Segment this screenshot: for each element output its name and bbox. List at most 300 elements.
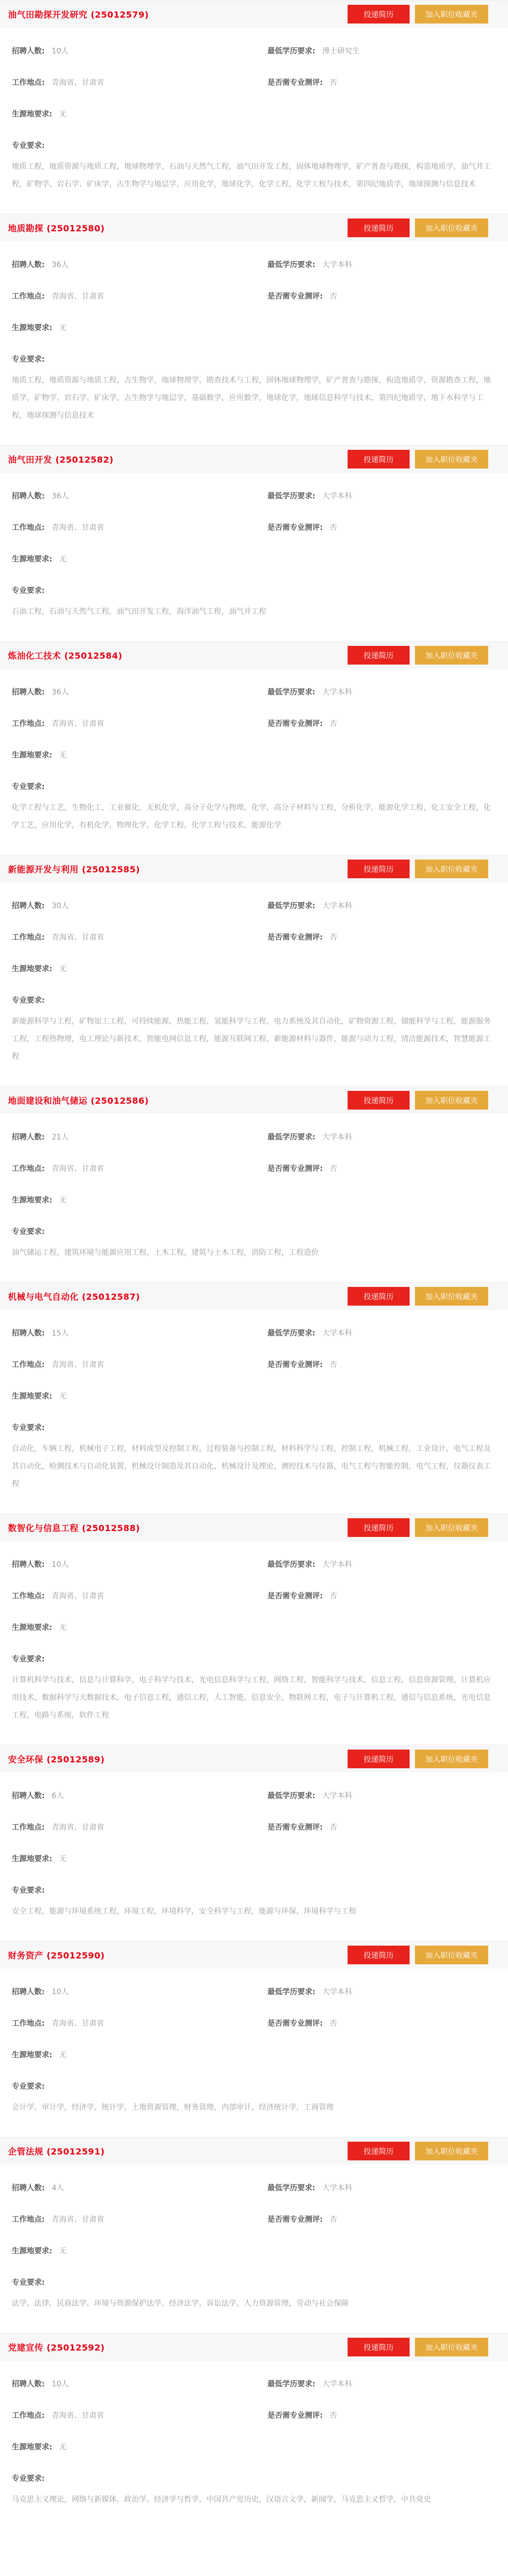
majors-label: 专业要求: (12, 1424, 45, 1432)
job-title: 地质勘探 (25012580) (8, 223, 105, 233)
need-assessment-value: 否 (329, 2215, 337, 2224)
majors-text: 法学，法律，民商法学，环境与资源保护法学，经济法学，诉讼法学，人力资源管理，劳动与社会保障 (12, 2299, 349, 2308)
work-location-label: 工作地点: (12, 2411, 45, 2420)
job-title: 炼油化工技术 (25012584) (8, 651, 122, 661)
origin-requirement-label: 生源地要求: (12, 1196, 52, 1205)
field-row-2 (12, 1823, 496, 1832)
origin-requirement-field (12, 323, 267, 333)
origin-requirement-label: 生源地要求: (12, 1855, 52, 1863)
recruit-count-field (12, 1560, 267, 1570)
recruit-count-label: 招聘人数: (12, 2184, 45, 2192)
min-education-value: 大学本科 (322, 1329, 352, 1338)
origin-requirement-label: 生源地要求: (12, 2051, 52, 2059)
recruit-count-value: 10人 (51, 1988, 69, 1996)
min-education-value: 大学本科 (322, 1792, 352, 1800)
field-row-2 (12, 292, 496, 301)
origin-requirement-value: 无 (59, 2443, 67, 2452)
work-location-field (12, 78, 267, 88)
field-row-2 (12, 2019, 496, 2028)
origin-requirement-value: 无 (59, 965, 67, 973)
min-education-label: 最低学历要求: (267, 1988, 315, 1996)
majors-text: 化学工程与工艺，生物化工，工业催化，无机化学，高分子化学与物理，化学，高分子材料与工程，分析化学，能源化学工程，化工安全工程，化学工艺，应用化学，有机化学，物理化学，化学工程，化学工程与技术，能源化学 (12, 803, 491, 830)
work-location-field (12, 933, 267, 942)
job-title: 数智化与信息工程 (25012588) (8, 1523, 140, 1533)
job-body (0, 2165, 508, 2333)
work-location-field (12, 2019, 267, 2028)
field-row-3 (12, 964, 496, 974)
need-assessment-field (267, 292, 337, 301)
need-assessment-field (267, 2019, 337, 2028)
majors-label: 专业要求: (12, 1886, 45, 1895)
recruit-count-field (12, 1329, 267, 1338)
recruit-count-value: 21人 (51, 1133, 69, 1142)
need-assessment-value: 否 (329, 1823, 337, 1832)
recruit-count-label: 招聘人数: (12, 261, 45, 269)
majors-block (12, 996, 496, 1066)
field-row-3 (12, 110, 496, 119)
origin-requirement-field (12, 751, 267, 760)
job-header-bar (0, 1745, 508, 1773)
min-education-value: 大学本科 (322, 2380, 352, 2388)
field-row-1 (12, 1791, 496, 1801)
min-education-value: 大学本科 (322, 492, 352, 501)
job-body (0, 28, 508, 214)
majors-block (12, 1886, 496, 1921)
work-location-value: 青海省、甘肃省 (51, 720, 104, 728)
majors-label: 专业要求: (12, 142, 45, 150)
work-location-field (12, 719, 267, 729)
favorite-button[interactable]: 加入职位收藏夹 (415, 2142, 488, 2160)
origin-requirement-label: 生源地要求: (12, 555, 52, 564)
need-assessment-field (267, 1823, 337, 1832)
majors-text: 地质工程，地质资源与地质工程，古生物学，地球物理学，勘查技术与工程，固体地球物理学，矿产普查与勘探，构造地质学，资源勘查工程，地质学，矿物学、岩石学、矿床学，古生物学与地层学，基础数学，应用数学，地球化学，地球信息科学与技术，第四纪地质学，地下水科学与工程，地球探测与信息技术 (12, 376, 491, 420)
job-header-bar (0, 2333, 508, 2361)
origin-requirement-label: 生源地要求: (12, 965, 52, 973)
need-assessment-label: 是否需专业测评: (267, 79, 323, 87)
job-header-bar (0, 445, 508, 473)
field-row-2 (12, 2215, 496, 2224)
favorite-button[interactable]: 加入职位收藏夹 (415, 1518, 488, 1537)
majors-block (12, 2082, 496, 2117)
recruit-count-label: 招聘人数: (12, 1329, 45, 1338)
apply-button[interactable]: 投递简历 (348, 860, 410, 878)
need-assessment-label: 是否需专业测评: (267, 2215, 323, 2224)
need-assessment-value: 否 (329, 933, 337, 942)
origin-requirement-value: 无 (59, 1196, 67, 1205)
need-assessment-value: 否 (329, 1165, 337, 1173)
origin-requirement-field (12, 964, 267, 974)
field-row-3 (12, 2050, 496, 2060)
need-assessment-value: 否 (329, 2019, 337, 2028)
work-location-label: 工作地点: (12, 1165, 45, 1173)
recruit-count-value: 10人 (51, 1560, 69, 1569)
need-assessment-label: 是否需专业测评: (267, 720, 323, 728)
origin-requirement-value: 无 (59, 1855, 67, 1863)
recruit-count-label: 招聘人数: (12, 2380, 45, 2388)
min-education-label: 最低学历要求: (267, 47, 315, 56)
majors-label: 专业要求: (12, 996, 45, 1005)
work-location-value: 青海省、甘肃省 (51, 2411, 104, 2420)
min-education-label: 最低学历要求: (267, 1792, 315, 1800)
work-location-label: 工作地点: (12, 524, 45, 532)
job-header-bar (0, 1513, 508, 1541)
min-education-field (267, 1133, 352, 1142)
min-education-field (267, 688, 352, 697)
recruit-count-field (12, 1987, 267, 1997)
majors-block (12, 1654, 496, 1724)
job-section (0, 445, 508, 641)
majors-text: 安全工程，能源与环境系统工程，环境工程，环境科学，安全科学与工程，能源与环保，环境科学与工程 (12, 1907, 356, 1916)
majors-text: 石油工程，石油与天然气工程，油气田开发工程，海洋油气工程，油气井工程 (12, 607, 266, 616)
min-education-label: 最低学历要求: (267, 688, 315, 697)
recruit-count-field (12, 46, 267, 56)
field-row-1 (12, 688, 496, 697)
field-row-2 (12, 719, 496, 729)
work-location-field (12, 2411, 267, 2421)
field-row-3 (12, 2246, 496, 2256)
job-body (0, 1773, 508, 1941)
majors-text: 油气储运工程，建筑环境与能源应用工程，土木工程，建筑与土木工程，消防工程，工程造价 (12, 1248, 319, 1257)
recruit-count-value: 36人 (51, 688, 69, 697)
job-header-buttons (348, 1091, 488, 1110)
majors-block (12, 355, 496, 425)
job-section (0, 2333, 508, 2529)
apply-button[interactable]: 投递简历 (348, 2338, 410, 2356)
majors-label: 专业要求: (12, 587, 45, 595)
apply-button[interactable]: 投递简历 (348, 218, 410, 237)
favorite-button[interactable]: 加入职位收藏夹 (415, 450, 488, 469)
work-location-field (12, 1164, 267, 1174)
field-row-1 (12, 260, 496, 270)
favorite-button[interactable]: 加入职位收藏夹 (415, 218, 488, 237)
job-body (0, 1541, 508, 1745)
need-assessment-field (267, 78, 337, 88)
work-location-label: 工作地点: (12, 2019, 45, 2028)
need-assessment-value: 否 (329, 2411, 337, 2420)
min-education-value: 大学本科 (322, 2184, 352, 2192)
majors-label: 专业要求: (12, 2082, 45, 2091)
field-row-3 (12, 555, 496, 564)
job-header-bar (0, 1282, 508, 1310)
job-header-buttons (348, 1287, 488, 1306)
origin-requirement-label: 生源地要求: (12, 1623, 52, 1632)
work-location-value: 青海省、甘肃省 (51, 1361, 104, 1369)
work-location-label: 工作地点: (12, 1361, 45, 1369)
recruit-count-field (12, 260, 267, 270)
min-education-field (267, 46, 360, 56)
job-header-buttons (348, 1518, 488, 1537)
min-education-value: 大学本科 (322, 688, 352, 697)
origin-requirement-value: 无 (59, 324, 67, 332)
recruit-count-label: 招聘人数: (12, 47, 45, 56)
work-location-value: 青海省、甘肃省 (51, 2215, 104, 2224)
field-row-1 (12, 1560, 496, 1570)
need-assessment-label: 是否需专业测评: (267, 1361, 323, 1369)
work-location-value: 青海省、甘肃省 (51, 933, 104, 942)
apply-button[interactable]: 投递简历 (348, 1946, 410, 1964)
favorite-button[interactable]: 加入职位收藏夹 (415, 646, 488, 665)
apply-button[interactable]: 投递简历 (348, 450, 410, 469)
min-education-value: 大学本科 (322, 1133, 352, 1142)
field-row-1 (12, 1133, 496, 1142)
min-education-label: 最低学历要求: (267, 1133, 315, 1142)
origin-requirement-field (12, 1392, 267, 1401)
need-assessment-label: 是否需专业测评: (267, 933, 323, 942)
origin-requirement-value: 无 (59, 110, 67, 119)
recruit-count-value: 15人 (51, 1329, 69, 1338)
job-header-bar (0, 855, 508, 883)
recruit-count-field (12, 1791, 267, 1801)
field-row-3 (12, 1623, 496, 1633)
majors-label: 专业要求: (12, 355, 45, 364)
work-location-value: 青海省、甘肃省 (51, 292, 104, 301)
work-location-value: 青海省、甘肃省 (51, 1165, 104, 1173)
recruit-count-field (12, 2183, 267, 2193)
field-row-1 (12, 2379, 496, 2389)
favorite-button[interactable]: 加入职位收藏夹 (415, 1091, 488, 1110)
job-title: 新能源开发与利用 (25012585) (8, 864, 140, 875)
origin-requirement-label: 生源地要求: (12, 1392, 52, 1401)
min-education-field (267, 1329, 352, 1338)
majors-block (12, 1423, 496, 1493)
job-body (0, 669, 508, 855)
work-location-field (12, 1591, 267, 1601)
recruit-count-value: 10人 (51, 2380, 69, 2388)
min-education-field (267, 1791, 352, 1801)
field-row-1 (12, 1987, 496, 1997)
job-title: 党建宣传 (25012592) (8, 2343, 105, 2353)
work-location-label: 工作地点: (12, 1823, 45, 1832)
job-title: 财务资产 (25012590) (8, 1950, 105, 1961)
job-body (0, 473, 508, 641)
min-education-field (267, 1987, 352, 1997)
work-location-field (12, 2215, 267, 2224)
recruit-count-label: 招聘人数: (12, 492, 45, 501)
need-assessment-field (267, 2215, 337, 2224)
need-assessment-label: 是否需专业测评: (267, 1823, 323, 1832)
min-education-field (267, 901, 352, 911)
favorite-button[interactable]: 加入职位收藏夹 (415, 1287, 488, 1306)
majors-text: 自动化，车辆工程，机械电子工程，材料成型及控制工程，过程装备与控制工程，材料科学与工程，控制工程，机械工程，工业设计，电气工程及其自动化，检测技术与自动化装置，机械设计制造及其自动化，机械设计及理论，测控技术与仪器，电气工程与智能控制，电气工程，仪器仪表工程 (12, 1445, 491, 1488)
need-assessment-label: 是否需专业测评: (267, 2019, 323, 2028)
recruit-count-label: 招聘人数: (12, 1133, 45, 1142)
job-section (0, 214, 508, 445)
min-education-value: 大学本科 (322, 902, 352, 910)
need-assessment-value: 否 (329, 292, 337, 301)
majors-block (12, 2474, 496, 2509)
majors-block (12, 586, 496, 621)
job-header-bar (0, 1086, 508, 1114)
recruit-count-field (12, 2379, 267, 2389)
field-row-3 (12, 2442, 496, 2452)
field-row-2 (12, 523, 496, 533)
field-row-2 (12, 1591, 496, 1601)
recruit-count-value: 4人 (51, 2184, 64, 2192)
need-assessment-value: 否 (329, 720, 337, 728)
field-row-1 (12, 491, 496, 501)
majors-label: 专业要求: (12, 1655, 45, 1664)
job-section (0, 1745, 508, 1941)
work-location-label: 工作地点: (12, 2215, 45, 2224)
origin-requirement-field (12, 2442, 267, 2452)
origin-requirement-field (12, 110, 267, 119)
job-section (0, 1941, 508, 2137)
need-assessment-field (267, 719, 337, 729)
work-location-value: 青海省、甘肃省 (51, 524, 104, 532)
majors-block (12, 2278, 496, 2313)
job-section (0, 855, 508, 1086)
need-assessment-label: 是否需专业测评: (267, 2411, 323, 2420)
job-header-buttons (348, 2142, 488, 2160)
work-location-value: 青海省、甘肃省 (51, 79, 104, 87)
field-row-3 (12, 751, 496, 760)
job-title: 机械与电气自动化 (25012587) (8, 1292, 140, 1302)
origin-requirement-label: 生源地要求: (12, 110, 52, 119)
work-location-field (12, 523, 267, 533)
work-location-value: 青海省、甘肃省 (51, 1823, 104, 1832)
origin-requirement-label: 生源地要求: (12, 324, 52, 332)
origin-requirement-value: 无 (59, 2247, 67, 2255)
need-assessment-value: 否 (329, 1592, 337, 1601)
min-education-value: 大学本科 (322, 1560, 352, 1569)
recruit-count-value: 30人 (51, 902, 69, 910)
majors-text: 新能源科学与工程，矿物加工工程，可持续能源，热能工程，氢能科学与工程，电力系统及其自动化，矿物资源工程，储能科学与工程，能源服务工程，工程热物理，电工理论与新技术，智能电网信息工程，能源互联网工程，新能源材料与器件，能源与动力工程，清洁能源技术，智慧能源工程 (12, 1017, 491, 1061)
need-assessment-label: 是否需专业测评: (267, 1592, 323, 1601)
field-row-1 (12, 2183, 496, 2193)
origin-requirement-field (12, 2050, 267, 2060)
recruit-count-field (12, 491, 267, 501)
field-row-3 (12, 1392, 496, 1401)
min-education-field (267, 2183, 352, 2193)
recruit-count-field (12, 901, 267, 911)
apply-button[interactable]: 投递简历 (348, 1091, 410, 1110)
need-assessment-label: 是否需专业测评: (267, 1165, 323, 1173)
majors-text: 马克思主义理论，网络与新媒体，政治学、经济学与哲学，中国共产党历史，汉语言文学，新闻学，马克思主义哲学，中共党史 (12, 2495, 431, 2504)
work-location-label: 工作地点: (12, 79, 45, 87)
job-header-buttons (348, 1750, 488, 1768)
apply-button[interactable]: 投递简历 (348, 2142, 410, 2160)
apply-button[interactable]: 投递简历 (348, 1287, 410, 1306)
min-education-field (267, 491, 352, 501)
job-body (0, 1114, 508, 1282)
favorite-button[interactable]: 加入职位收藏夹 (415, 1750, 488, 1768)
majors-label: 专业要求: (12, 2474, 45, 2483)
need-assessment-label: 是否需专业测评: (267, 524, 323, 532)
job-header-buttons (348, 5, 488, 24)
job-section (0, 1282, 508, 1513)
favorite-button[interactable]: 加入职位收藏夹 (415, 5, 488, 24)
apply-button[interactable]: 投递简历 (348, 646, 410, 665)
min-education-label: 最低学历要求: (267, 1329, 315, 1338)
recruit-count-field (12, 688, 267, 697)
work-location-field (12, 292, 267, 301)
job-body (0, 1969, 508, 2137)
origin-requirement-value: 无 (59, 555, 67, 564)
job-section (0, 1086, 508, 1282)
min-education-label: 最低学历要求: (267, 2184, 315, 2192)
field-row-3 (12, 1196, 496, 1205)
majors-label: 专业要求: (12, 2278, 45, 2287)
recruit-count-label: 招聘人数: (12, 1988, 45, 1996)
work-location-field (12, 1360, 267, 1370)
min-education-value: 大学本科 (322, 1988, 352, 1996)
origin-requirement-label: 生源地要求: (12, 751, 52, 760)
field-row-2 (12, 78, 496, 88)
need-assessment-value: 否 (329, 524, 337, 532)
need-assessment-value: 否 (329, 1361, 337, 1369)
apply-button[interactable]: 投递简历 (348, 1518, 410, 1537)
majors-label: 专业要求: (12, 783, 45, 791)
min-education-label: 最低学历要求: (267, 1560, 315, 1569)
origin-requirement-field (12, 1623, 267, 1633)
work-location-label: 工作地点: (12, 720, 45, 728)
apply-button[interactable]: 投递简历 (348, 1750, 410, 1768)
recruit-count-label: 招聘人数: (12, 688, 45, 697)
job-title: 企管法规 (25012591) (8, 2146, 105, 2157)
need-assessment-field (267, 1591, 337, 1601)
job-body (0, 1310, 508, 1513)
favorite-button[interactable]: 加入职位收藏夹 (415, 860, 488, 878)
majors-block (12, 1227, 496, 1262)
favorite-button[interactable]: 加入职位收藏夹 (415, 1946, 488, 1964)
origin-requirement-value: 无 (59, 751, 67, 760)
recruit-count-value: 6人 (51, 1792, 64, 1800)
need-assessment-field (267, 523, 337, 533)
job-header-buttons (348, 1946, 488, 1964)
job-title: 安全环保 (25012589) (8, 1754, 105, 1765)
field-row-2 (12, 2411, 496, 2421)
job-header-buttons (348, 450, 488, 469)
origin-requirement-label: 生源地要求: (12, 2247, 52, 2255)
job-section (0, 1513, 508, 1745)
job-body (0, 883, 508, 1086)
job-body (0, 2361, 508, 2529)
job-title: 油气田勘探开发研究 (25012579) (8, 10, 149, 20)
work-location-label: 工作地点: (12, 292, 45, 301)
origin-requirement-value: 无 (59, 1392, 67, 1401)
majors-block (12, 141, 496, 193)
min-education-label: 最低学历要求: (267, 2380, 315, 2388)
min-education-value: 博士研究生 (322, 47, 360, 56)
min-education-field (267, 2379, 352, 2389)
job-header-bar (0, 2137, 508, 2165)
origin-requirement-field (12, 2246, 267, 2256)
majors-label: 专业要求: (12, 1228, 45, 1236)
majors-block (12, 782, 496, 834)
min-education-label: 最低学历要求: (267, 902, 315, 910)
favorite-button[interactable]: 加入职位收藏夹 (415, 2338, 488, 2356)
min-education-label: 最低学历要求: (267, 261, 315, 269)
origin-requirement-value: 无 (59, 2051, 67, 2059)
apply-button[interactable]: 投递简历 (348, 5, 410, 24)
field-row-3 (12, 1854, 496, 1864)
recruit-count-value: 36人 (51, 261, 69, 269)
job-body (0, 241, 508, 445)
job-header-bar (0, 1941, 508, 1969)
job-title: 地面建设和油气储运 (25012586) (8, 1096, 149, 1106)
min-education-field (267, 260, 352, 270)
job-title: 油气田开发 (25012582) (8, 455, 114, 465)
min-education-field (267, 1560, 352, 1570)
origin-requirement-value: 无 (59, 1623, 67, 1632)
field-row-1 (12, 1329, 496, 1338)
origin-requirement-field (12, 1196, 267, 1205)
work-location-value: 青海省、甘肃省 (51, 1592, 104, 1601)
field-row-1 (12, 901, 496, 911)
job-header-bar (0, 641, 508, 669)
job-header-bar (0, 214, 508, 241)
field-row-1 (12, 46, 496, 56)
